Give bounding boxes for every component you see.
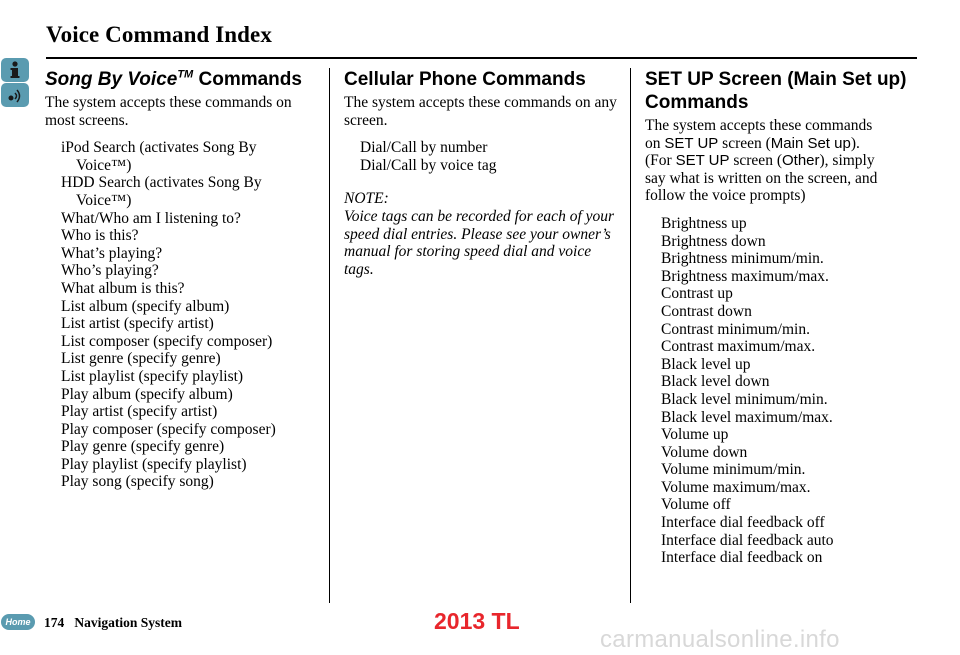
list-item: List composer (specify composer) — [61, 332, 273, 350]
list-item: Who is this? — [61, 227, 139, 245]
song-by-voice-intro: The system accepts these commands on most screens. — [45, 94, 292, 129]
list-item: What/Who am I listening to? — [61, 209, 241, 227]
list-item: Play artist (specify artist) — [61, 403, 218, 421]
cellular-phone-heading: Cellular Phone Commands — [344, 69, 586, 90]
list-item: Contrast maximum/max. — [661, 338, 816, 356]
list-item: Contrast up — [661, 285, 733, 303]
list-item: HDD Search (activates Song By Voice™) — [61, 174, 262, 209]
page-number: 174 — [44, 615, 65, 630]
song-by-voice-section — [45, 68, 325, 491]
list-item: Black level down — [661, 373, 770, 391]
song-by-voice-heading: Song By Voice™ Commands — [45, 68, 302, 90]
site-watermark: carmanualsonline.info — [600, 626, 840, 653]
list-item: Play composer (specify composer) — [61, 420, 276, 438]
list-item: Interface dial feedback off — [661, 514, 825, 532]
list-item: What album is this? — [61, 279, 185, 297]
list-item: Play album (specify album) — [61, 385, 233, 403]
note-label: NOTE: — [344, 190, 389, 208]
list-item: Play song (specify song) — [61, 473, 214, 491]
list-item: iPod Search (activates Song By Voice™) — [61, 139, 257, 174]
home-button[interactable]: Home — [1, 614, 35, 630]
list-item: Dial/Call by voice tag — [360, 156, 497, 174]
list-item: List artist (specify artist) — [61, 315, 214, 333]
list-item: Black level up — [661, 355, 751, 373]
list-item: Black level minimum/min. — [661, 390, 828, 408]
list-item: Volume off — [661, 496, 731, 514]
page-title: Voice Command Index — [46, 22, 272, 47]
list-item: Volume up — [661, 426, 729, 444]
cellular-phone-intro: The system accepts these commands on any screen. — [344, 94, 617, 129]
setup-screen-command-list — [645, 215, 925, 567]
list-item: Interface dial feedback on — [661, 549, 823, 567]
list-item: Contrast minimum/min. — [661, 320, 810, 338]
voice-icon[interactable] — [1, 83, 29, 107]
list-item: Play playlist (specify playlist) — [61, 455, 247, 473]
column-divider — [630, 68, 631, 603]
model-year-label: 2013 TL — [434, 608, 520, 634]
cellular-phone-section — [344, 68, 624, 278]
column-divider — [329, 68, 330, 603]
cellular-phone-command-list — [344, 139, 624, 174]
list-item: List album (specify album) — [61, 297, 230, 315]
list-item: Volume down — [661, 443, 748, 461]
book-title: Navigation System — [74, 615, 182, 630]
setup-screen-section — [645, 68, 925, 567]
list-item: List genre (specify genre) — [61, 350, 221, 368]
song-by-voice-command-list — [45, 139, 325, 491]
list-item: Black level maximum/max. — [661, 408, 833, 426]
list-item: Brightness maximum/max. — [661, 267, 829, 285]
list-item: List playlist (specify playlist) — [61, 367, 244, 385]
note-text: Voice tags can be recorded for each of your speed dial entries. Please see your owner’s manual for storing speed dial and voice tags. — [344, 207, 615, 278]
list-item: Volume minimum/min. — [661, 461, 806, 479]
setup-screen-intro: The system accepts these commands on SET UP screen (Main Set up). (For SET UP screen (Other), simply say what is written on the screen, and follow the voice prompts) — [645, 117, 878, 205]
info-icon[interactable] — [1, 58, 29, 82]
setup-screen-heading: SET UP Screen (Main Set up) Commands — [645, 69, 907, 113]
list-item: Brightness down — [661, 232, 766, 250]
list-item: Brightness up — [661, 214, 747, 232]
list-item: Brightness minimum/min. — [661, 250, 824, 268]
list-item: Interface dial feedback auto — [661, 531, 834, 549]
cellular-phone-note — [344, 190, 624, 278]
header-divider — [46, 57, 917, 59]
list-item: Dial/Call by number — [360, 139, 488, 157]
page-footer — [44, 615, 182, 631]
list-item: Who’s playing? — [61, 262, 159, 280]
list-item: Play genre (specify genre) — [61, 438, 225, 456]
list-item: What’s playing? — [61, 244, 163, 262]
list-item: Volume maximum/max. — [661, 478, 811, 496]
list-item: Contrast down — [661, 302, 752, 320]
